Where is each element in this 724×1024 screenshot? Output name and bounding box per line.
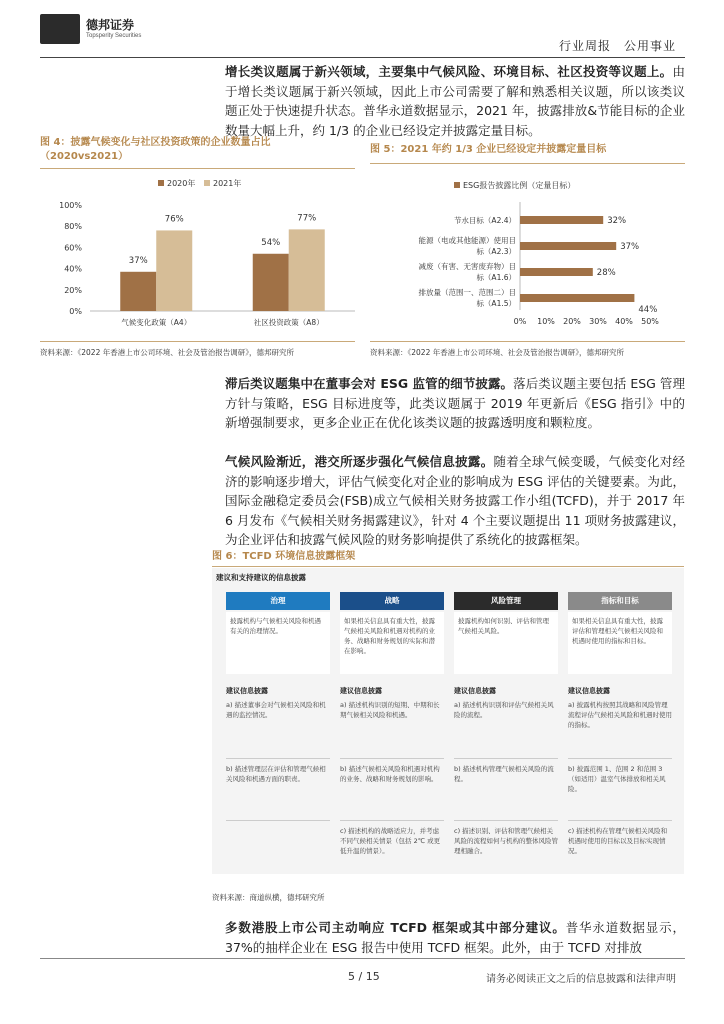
- y-tick-label: 40%: [64, 264, 82, 274]
- fig5-title: 图 5：2021 年约 1/3 企业已经设定并披露定量目标: [370, 144, 607, 155]
- logo-text: 德邦证券: [86, 18, 135, 32]
- fig4-source: 资料来源：《2022 年香港上市公司环境、社会及管治报告调研》，德邦研究所: [40, 348, 294, 357]
- report-category: 行业周报 公用事业: [558, 39, 676, 53]
- bar: [520, 294, 634, 302]
- y-tick-label: 排放量（范围一、范围二）目: [418, 288, 516, 297]
- tcfd-recommendation-item: a) 描述董事会对气候相关风险和机遇的监控情况。: [226, 701, 326, 719]
- data-label: 76%: [164, 214, 184, 225]
- y-tick-label: 能源（电或其他能源）使用目: [418, 236, 516, 245]
- tcfd-recommendation-label: 建议信息披露: [340, 687, 382, 695]
- tcfd-recommendation-item: c) 描述机构在管理气候相关风险和机遇时使用的目标以及目标实现情况。: [568, 827, 668, 855]
- fig5-chart: [360, 172, 685, 340]
- data-label: 37%: [620, 242, 640, 252]
- y-tick-label: 标（A1.6）: [476, 273, 516, 282]
- fig5-title-rule: [370, 163, 685, 164]
- tcfd-item-divider: [340, 758, 444, 759]
- paragraph-growth-topics: [225, 62, 685, 138]
- legend-label: 2020年: [167, 179, 196, 188]
- paragraph-lead: 多数港股上市公司主动响应 TCFD 框架或其中部分建议。: [225, 920, 566, 935]
- paragraph-body: 落后类议题主要包括 ESG 管理方针与策略，ESG 目标进度等，此类议题属于 2019 年更新后《ESG 指引》中的新增强制要求，更多企业正在优化该类议题的披露透明度和颗粒度。: [225, 376, 685, 430]
- footer-disclaimer: 请务必阅读正文之后的信息披露和法律声明: [486, 974, 676, 985]
- page-number: 5 / 15: [348, 970, 380, 983]
- legend-swatch: [158, 180, 164, 186]
- fig4-title: 图 4：披露气候变化与社区投资政策的企业数量占比（2020vs2021）: [40, 137, 271, 162]
- tcfd-recommendation-item: b) 描述机构管理气候相关风险的流程。: [454, 765, 554, 783]
- tcfd-item-divider: [454, 820, 558, 821]
- bar: [520, 242, 616, 250]
- tcfd-recommendation-item: a) 披露机构按照其战略和风险管理流程评估气候相关风险和机遇时使用的指标。: [568, 701, 672, 729]
- data-label: 77%: [297, 213, 317, 224]
- fig4-bottom-rule: [40, 341, 355, 342]
- legend-label: ESG报告披露比例（定量目标）: [463, 181, 576, 190]
- paragraph-lead: 滞后类议题集中在董事会对 ESG 监管的细节披露。: [225, 376, 514, 391]
- tcfd-recommendation-item: a) 描述机构识别的短期、中期和长期气候相关风险和机遇。: [340, 701, 440, 719]
- fig6-source: 资料来源：商道纵横，德邦研究所: [212, 893, 325, 902]
- tcfd-column-summary: 披露机构如何识别、评估和管理气候相关风险。: [454, 612, 558, 674]
- tcfd-column-summary: 如果相关信息具有重大性，披露评估和管理相关气候相关风险和机遇时使用的指标和目标。: [568, 612, 672, 674]
- fig4-title-rule: [40, 168, 355, 169]
- tcfd-column-summary: 披露机构与气候相关风险和机遇有关的治理情况。: [226, 612, 330, 674]
- data-label: 32%: [607, 216, 627, 226]
- x-tick-label: 30%: [589, 317, 607, 326]
- tcfd-column-header: 治理: [226, 592, 330, 610]
- logo-english-text: Topsperity Securities: [86, 33, 142, 39]
- tcfd-recommendation-label: 建议信息披露: [226, 687, 268, 695]
- tcfd-recommendation-item: b) 描述管理层在评估和管理气候相关风险和机遇方面的职责。: [226, 765, 326, 783]
- y-tick-label: 标（A2.3）: [476, 247, 516, 256]
- y-tick-label: 节水目标（A2.4）: [453, 216, 516, 225]
- tcfd-column-summary: 如果相关信息具有重大性，披露气候相关风险和机遇对机构的业务、战略和财务规划的实际和潜在影响。: [340, 612, 444, 674]
- y-tick-label: 减废（有害、无害废弃物）目: [418, 262, 516, 271]
- paragraph-body: 普华永道数据显示，37%的抽样企业在 ESG 报告中使用 TCFD 框架。此外，由于 TCFD 对排放: [225, 920, 685, 955]
- fig5-source: 资料来源：《2022 年香港上市公司环境、社会及管治报告调研》，德邦研究所: [370, 348, 624, 357]
- x-tick-label: 20%: [563, 317, 581, 326]
- data-label: 28%: [596, 268, 616, 278]
- tcfd-column-header: 指标和目标: [568, 592, 672, 610]
- x-tick-label: 40%: [615, 317, 633, 326]
- tcfd-recommendation-label: 建议信息披露: [454, 687, 496, 695]
- paragraph-body: 由于增长类议题属于新兴领域，因此上市公司需要了解和熟悉相关议题，所以该类议题正处于快速提升状态。普华永道数据显示，2021 年，披露排放&节能目标的企业数量大幅上升，约 1/3 的企业已经设定并披露定量目标。: [225, 64, 685, 138]
- tcfd-recommendation-item: b) 描述气候相关风险和机遇对机构的业务、战略和财务规划的影响。: [340, 765, 440, 783]
- bar: [520, 268, 593, 276]
- data-label: 37%: [128, 255, 148, 266]
- y-tick-label: 60%: [64, 243, 82, 253]
- paragraph-tcfd-response: [225, 918, 685, 957]
- tcfd-item-divider: [340, 820, 444, 821]
- bar: [120, 272, 156, 311]
- x-tick-label: 50%: [641, 317, 659, 326]
- data-label: 44%: [638, 305, 658, 315]
- tcfd-recommendation-item: c) 描述机构的战略适应力，并考虑不同气候相关情景（包括 2℃ 或更低升温的情景）。: [340, 827, 441, 855]
- tcfd-recommendation-label: 建议信息披露: [568, 687, 610, 695]
- legend-swatch: [204, 180, 210, 186]
- tcfd-recommendation-item: b) 披露范围 1、范围 2 和范围 3（如适用）温室气体排放和相关风险。: [568, 765, 666, 793]
- fig5-bottom-rule: [370, 341, 685, 342]
- fig6-title-rule: [212, 566, 684, 567]
- bar: [289, 229, 325, 311]
- legend-label: 2021年: [213, 179, 242, 188]
- y-tick-label: 0%: [69, 307, 82, 316]
- tcfd-framework-diagram: [212, 568, 684, 874]
- tcfd-item-divider: [568, 820, 672, 821]
- fig6-title: 图 6：TCFD 环境信息披露框架: [212, 551, 356, 562]
- y-tick-label: 100%: [59, 201, 82, 210]
- tcfd-item-divider: [568, 758, 672, 759]
- tcfd-subtitle: 建议和支持建议的信息披露: [216, 573, 306, 582]
- tcfd-recommendation-item: c) 描述识别、评估和管理气候相关风险的流程如何与机构的整体风险管理相融合。: [454, 827, 558, 855]
- header-divider: [40, 57, 685, 58]
- data-label: 54%: [261, 237, 281, 248]
- y-tick-label: 80%: [64, 222, 82, 232]
- company-logo: [40, 14, 80, 44]
- x-tick-label: 0%: [513, 317, 527, 326]
- paragraph-lagging-topics: [225, 374, 685, 433]
- x-tick-label: 10%: [537, 317, 555, 326]
- bar: [253, 254, 289, 311]
- tcfd-column-header: 风险管理: [454, 592, 558, 610]
- x-tick-label: 社区投资政策（A8）: [253, 318, 324, 327]
- paragraph-lead: 气候风险渐近，港交所逐步强化气候信息披露。: [225, 454, 494, 469]
- footer-divider: [40, 958, 685, 959]
- tcfd-item-divider: [226, 820, 330, 821]
- bar: [520, 216, 603, 224]
- paragraph-climate-risk: [225, 452, 685, 550]
- fig4-chart: [40, 172, 360, 340]
- legend-swatch: [454, 182, 460, 188]
- y-tick-label: 20%: [64, 285, 82, 295]
- tcfd-recommendation-item: a) 描述机构识别和评估气候相关风险的流程。: [454, 701, 554, 719]
- tcfd-item-divider: [454, 758, 558, 759]
- tcfd-item-divider: [226, 758, 330, 759]
- paragraph-body: 随着全球气候变暖，气候变化对经济的影响逐步增大，评估气候变化对企业的影响成为 ESG 评估的关键要素。为此，国际金融稳定委员会(FSB)成立气候相关财务披露工作小组(TCFD)，并于 2017 年 6 月发布《气候相关财务揭露建议》，针对 4 个主要议题提出 11 项财务披露建议，为企业评估和披露气候风险的财务影响提供了系统化的披露框架。: [225, 454, 685, 547]
- x-tick-label: 气候变化政策（A4）: [121, 318, 192, 327]
- tcfd-column-header: 战略: [340, 592, 444, 610]
- y-tick-label: 标（A1.5）: [476, 299, 516, 308]
- bar: [156, 230, 192, 311]
- paragraph-lead: 增长类议题属于新兴领域，主要集中气候风险、环境目标、社区投资等议题上。: [225, 64, 673, 79]
